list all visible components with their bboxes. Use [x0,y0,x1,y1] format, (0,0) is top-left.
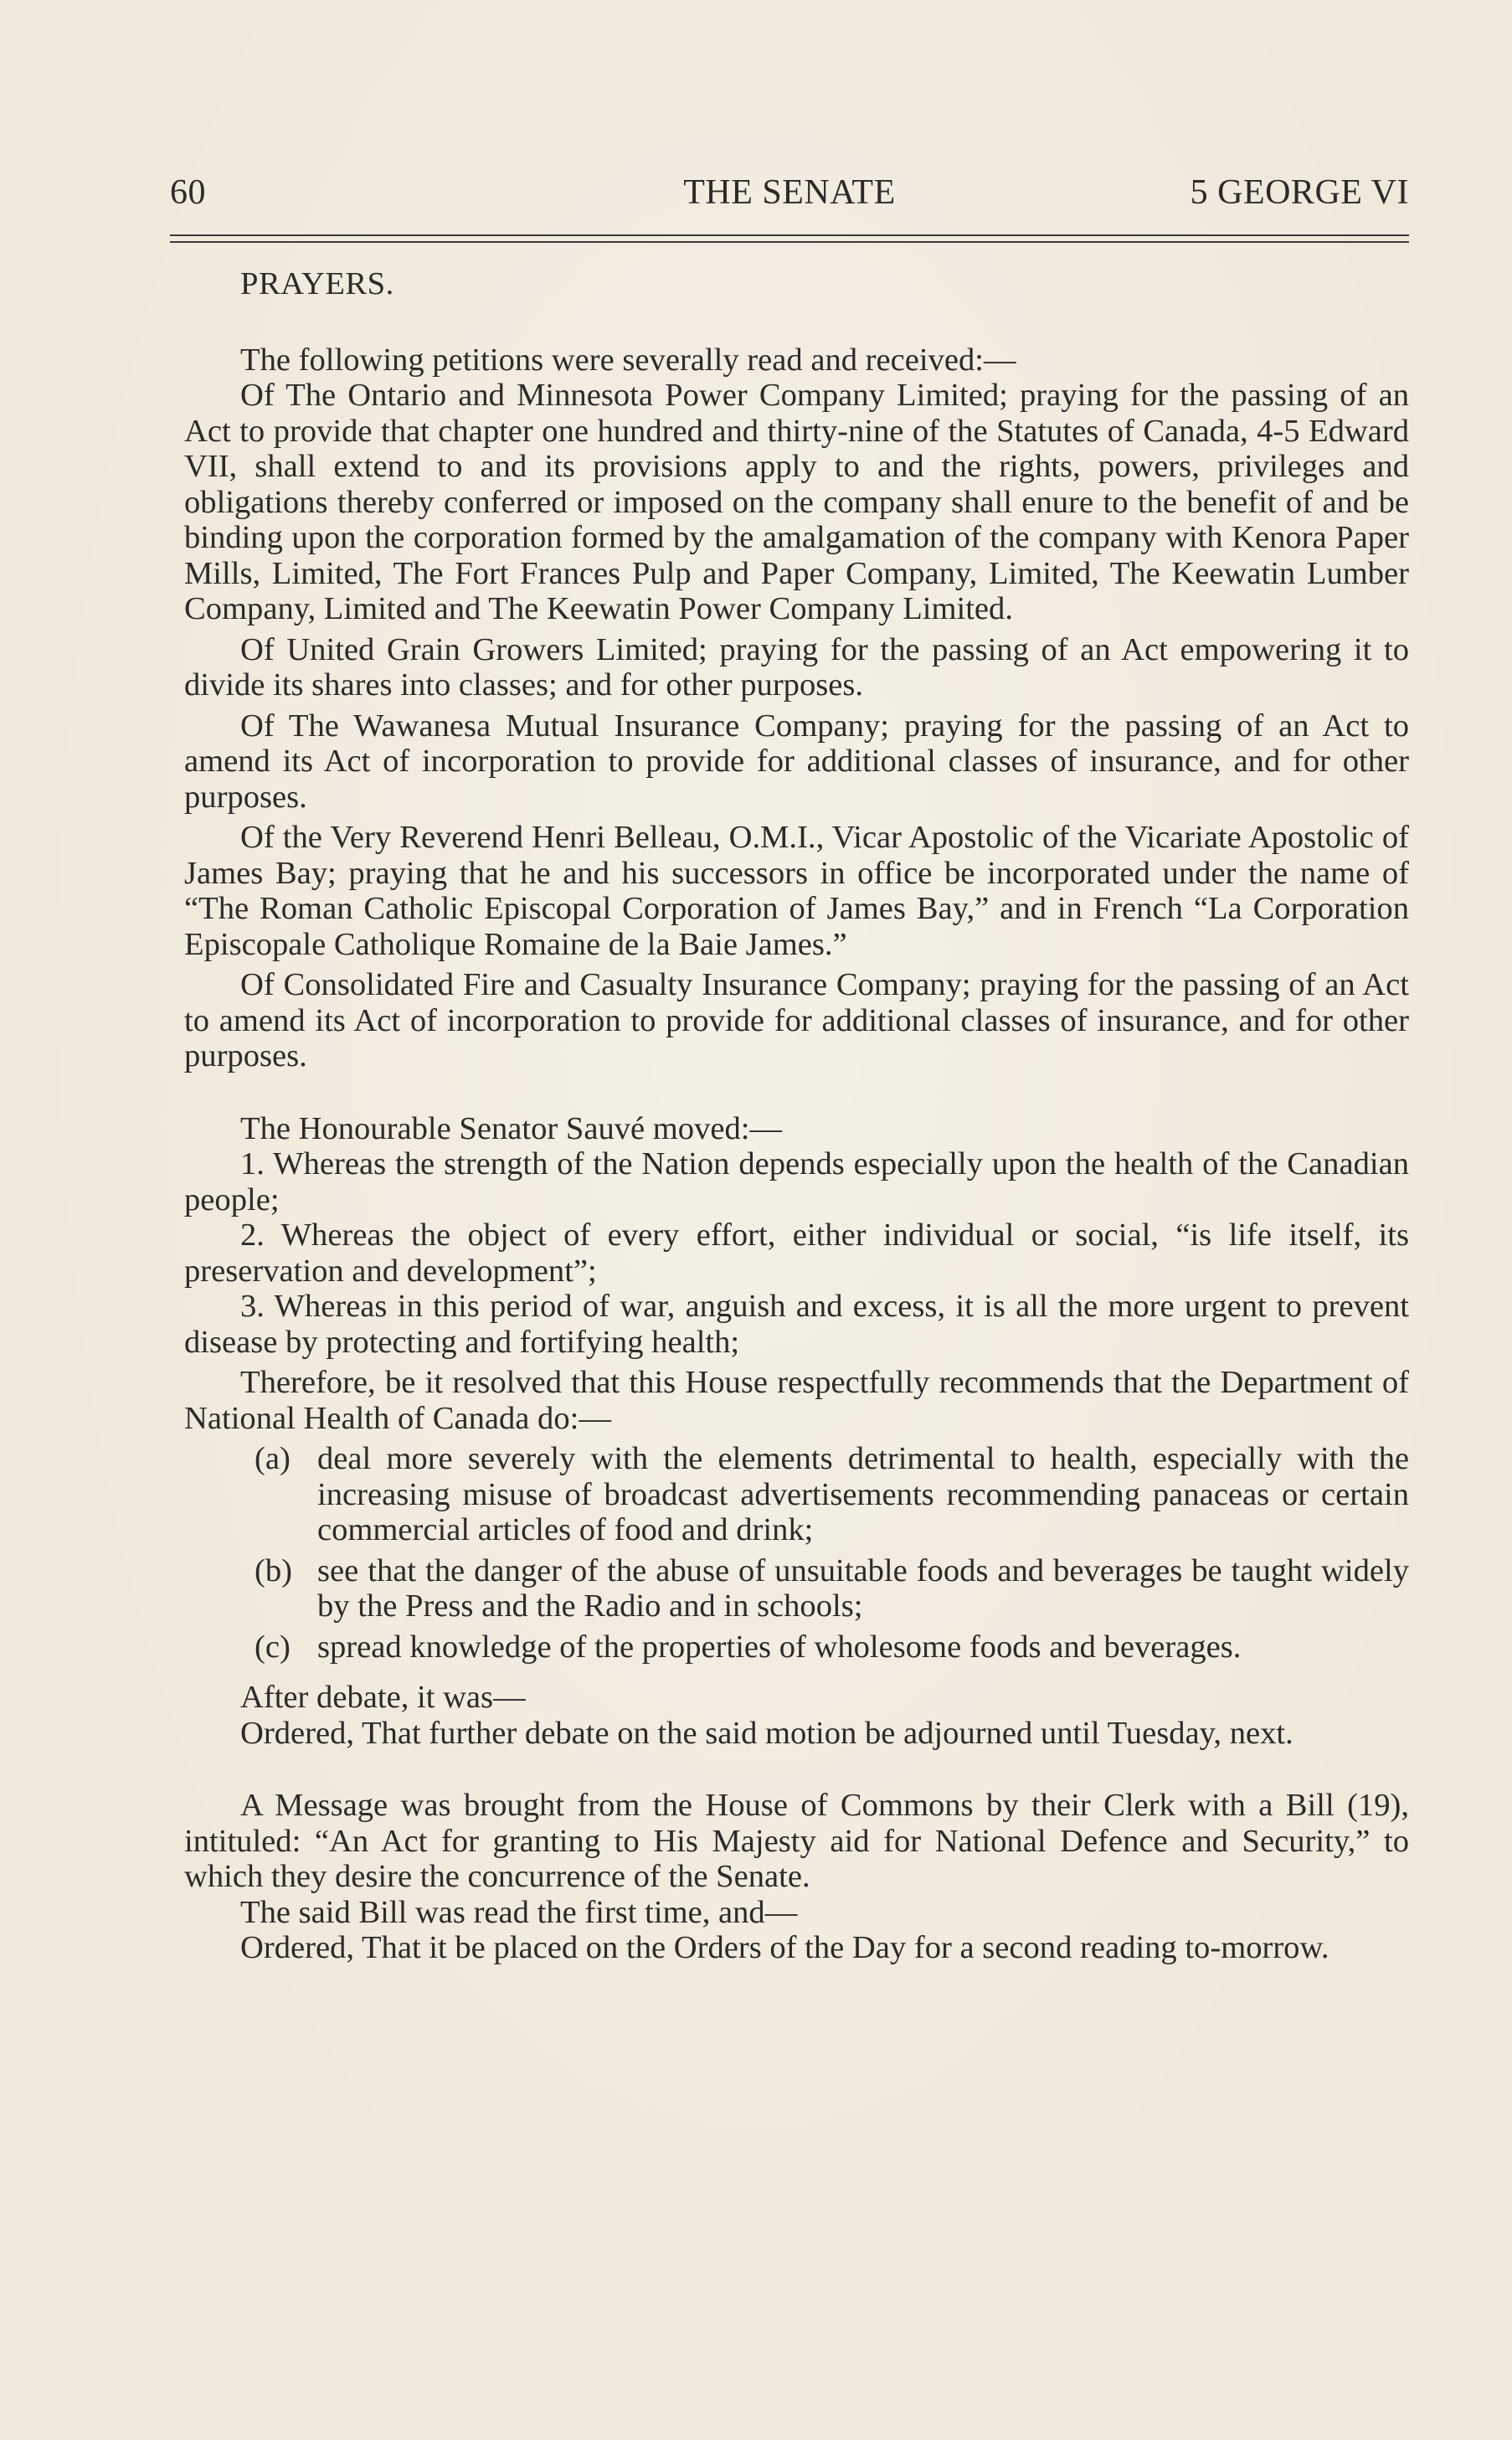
header-double-rule [170,234,1409,243]
ordered-adjourned: Ordered, That further debate on the said motion be adjourned until Tuesday, next. [240,1715,1293,1751]
ordered-second-reading: Ordered, That it be placed on the Orders of the Day for a second reading to-morrow. [240,1930,1329,1965]
whereas-paragraph: 2. Whereas the object of every effort, either individual or social, “is life itself, its preservation and development”; [184,1217,1409,1289]
resolution-paragraph: Therefore, be it resolved that this House respectfully recommends that the Department of National Health of Canada do:— [184,1365,1409,1436]
clause-a [184,1441,1409,1548]
first-reading: The said Bill was read the first time, and— [240,1894,798,1930]
section-heading: PRAYERS. [240,266,394,301]
page-number: 60 [170,173,206,212]
body-text [184,266,1409,1966]
clause-b [184,1553,1409,1624]
petition-paragraph: Of Consolidated Fire and Casualty Insurance Company; praying for the passing of an Act to amend its Act of incorporation to provide for additional classes of insurance, and for other purposes. [184,967,1409,1073]
running-header [170,167,1409,218]
commons-message: A Message was brought from the House of Commons by their Clerk with a Bill (19), intituled: “An Act for granting to His Majesty aid for National Defence and Security,” to which they desire the concurrence of the Senate. [184,1788,1409,1894]
clause-label: (c) [255,1629,291,1665]
whereas-paragraph: 3. Whereas in this period of war, anguish and excess, it is all the more urgent to prevent disease by protecting and fortifying health; [184,1289,1409,1360]
petitions-intro: The following petitions were severally read and received:— [240,342,1016,378]
motion-intro: The Honourable Senator Sauvé moved:— [240,1110,783,1146]
after-debate: After debate, it was— [240,1680,526,1715]
header-title: THE SENATE [683,173,896,212]
clause-label: (a) [255,1441,291,1476]
clause-text: spread knowledge of the properties of wholesome foods and beverages. [317,1629,1242,1665]
clause-label: (b) [255,1552,292,1588]
petition-paragraph: Of The Wawanesa Mutual Insurance Company; praying for the passing of an Act to amend its Act of incorporation to provide for additional classes of insurance, and for other purposes. [184,708,1409,815]
header-regnal-year: 5 GEORGE VI [1190,173,1409,212]
clause-c [184,1629,1409,1665]
petition-paragraph: Of the Very Reverend Henri Belleau, O.M.I., Vicar Apostolic of the Vicariate Apostolic of James Bay; praying that he and his successors in office be incorporated under the name of “The Roman Catholic Episcopal Corporation of James Bay,” and in French “La Corporation Episcopale Catholique Romaine de la Baie James.” [184,820,1409,962]
clause-text: see that the danger of the abuse of unsuitable foods and beverages be taught widely by the Press and the Radio and in schools; [317,1552,1409,1624]
clause-text: deal more severely with the elements detrimental to health, especially with the increasing misuse of broadcast advertisements recommending panaceas or certain commercial articles of food and drink; [317,1441,1409,1547]
whereas-paragraph: 1. Whereas the strength of the Nation depends especially upon the health of the Canadian people; [184,1146,1409,1217]
petition-paragraph: Of United Grain Growers Limited; praying for the passing of an Act empowering it to divide its shares into classes; and for other purposes. [184,631,1409,703]
petition-paragraph: Of The Ontario and Minnesota Power Company Limited; praying for the passing of an Act to provide that chapter one hundred and thirty-nine of the Statutes of Canada, 4-5 Edward VII, shall extend to and its provisions apply to and the rights, powers, privileges and obligations thereby conferred or imposed on the company shall enure to the benefit of and be binding upon the corporation formed by the amalgamation of the company with Kenora Paper Mills, Limited, The Fort Frances Pulp and Paper Company, Limited, The Keewatin Lumber Company, Limited and The Keewatin Power Company Limited. [184,378,1409,626]
